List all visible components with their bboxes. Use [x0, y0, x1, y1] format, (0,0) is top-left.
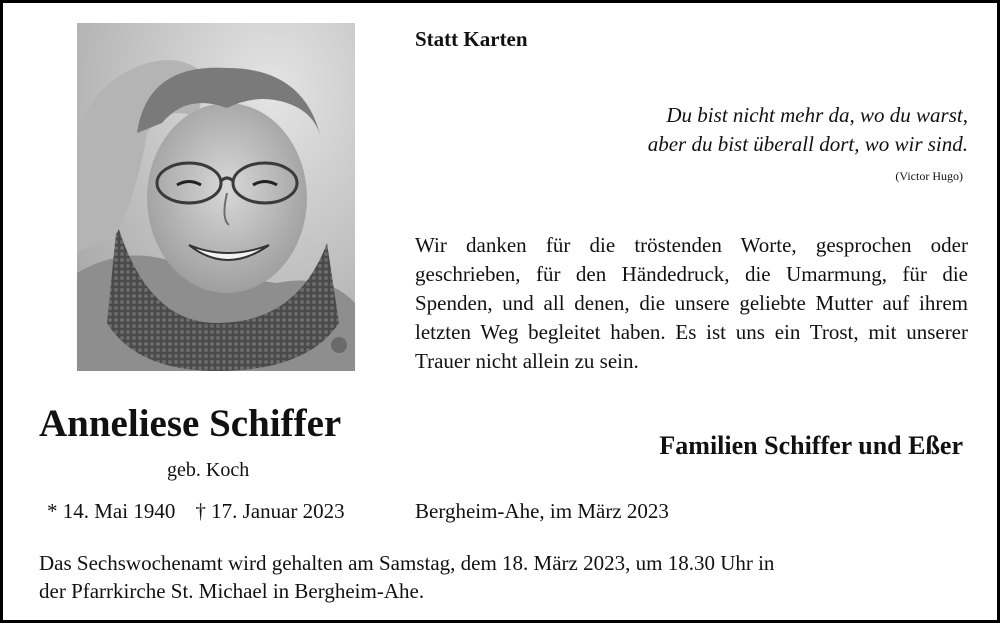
- thanks-text: Wir danken für die tröstenden Worte, gesprochen oder geschrieben, für den Händedruck, die Umarmung, für die Spenden, und all denen, die unsere geliebte Mutter auf ihrem letzten Weg begleitet haben. Es ist uns ein Trost, mit unserer Trauer nicht allein zu sein.: [415, 233, 968, 373]
- mass-line: Das Sechswochenamt wird gehalten am Samstag, dem 18. März 2023, um 18.30 Uhr in: [39, 551, 775, 575]
- birth-date: * 14. Mai 1940: [47, 499, 176, 523]
- death-date: † 17. Januar 2023: [195, 499, 345, 523]
- quote-line: Du bist nicht mehr da, wo du warst,: [666, 103, 968, 127]
- place-date: Bergheim-Ahe, im März 2023: [415, 499, 669, 523]
- portrait-photo: [77, 23, 355, 371]
- deceased-name: Anneliese Schiffer: [39, 402, 342, 445]
- quote-author: (Victor Hugo): [895, 169, 963, 183]
- mass-announcement: [39, 549, 969, 605]
- portrait-image: [77, 23, 355, 371]
- poem-quote: [523, 101, 968, 159]
- life-dates: [47, 499, 345, 524]
- quote-line: aber du bist überall dort, wo wir sind.: [647, 132, 968, 156]
- maiden-name: geb. Koch: [167, 459, 250, 481]
- header-statt-karten: Statt Karten: [415, 27, 528, 51]
- mass-line: der Pfarrkirche St. Michael in Bergheim-Ahe.: [39, 579, 425, 603]
- family-signature: Familien Schiffer und Eßer: [659, 431, 963, 460]
